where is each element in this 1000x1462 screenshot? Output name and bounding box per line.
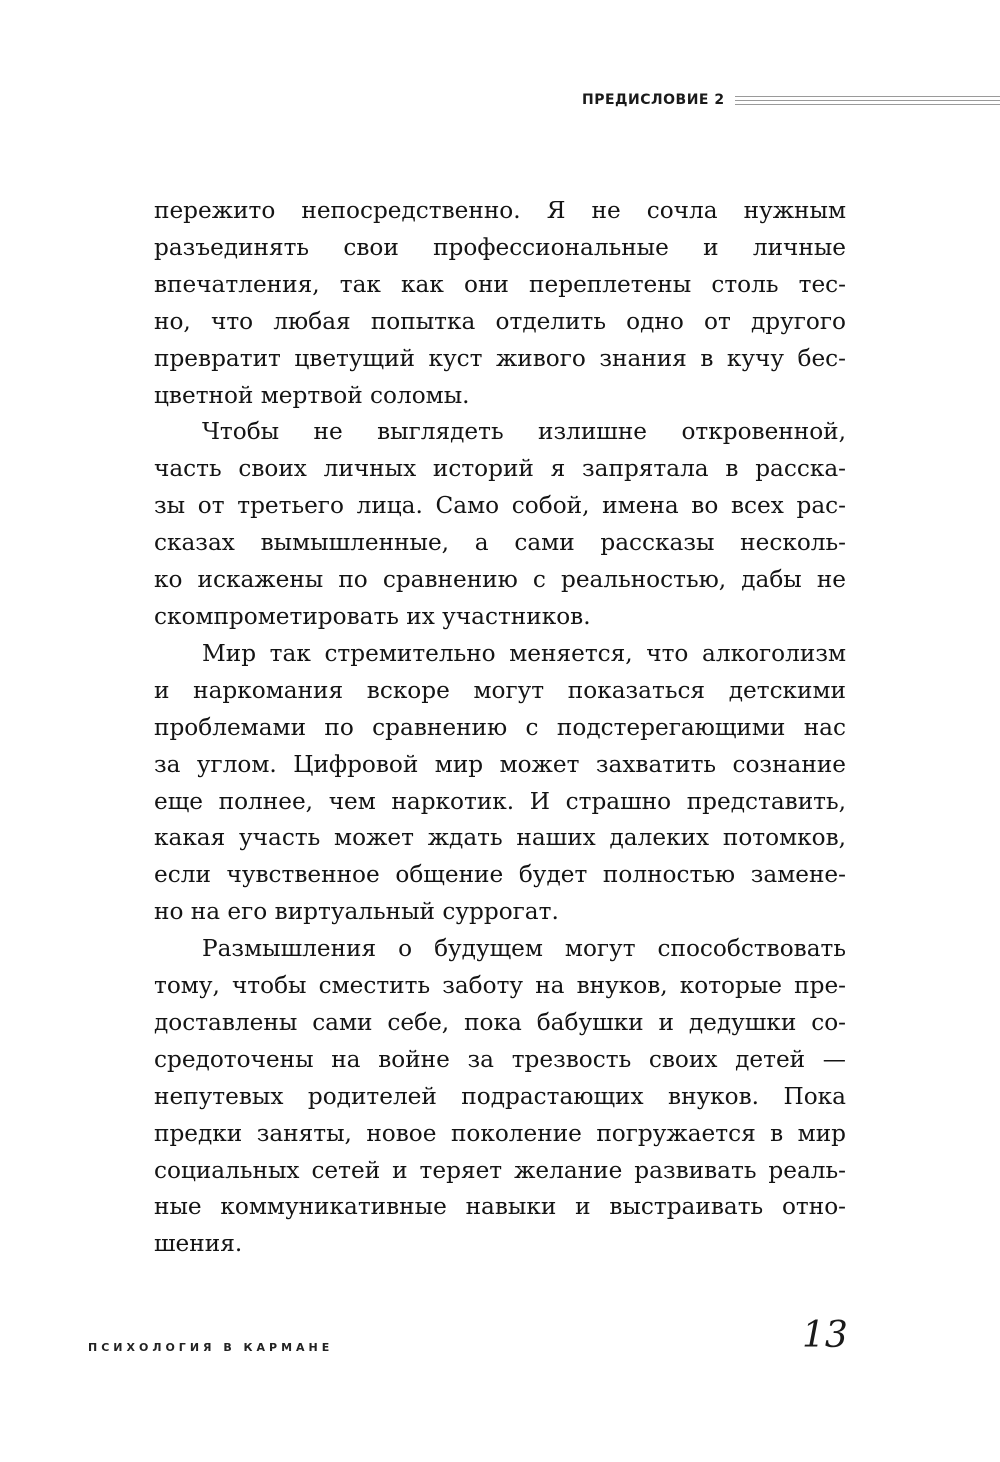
text-line: ные коммуникативные навыки и выстраивать отно- [154, 1193, 846, 1221]
text-line: если чувственное общение будет полностью замене- [154, 861, 846, 889]
text-line: какая участь может ждать наших далеких потомков, [154, 824, 846, 852]
paragraph-1 [154, 193, 846, 414]
text-line: доставлены сами себе, пока бабушки и дедушки со- [154, 1008, 846, 1036]
text-line: за углом. Цифровой мир может захватить сознание [154, 750, 846, 778]
text-line: скомпрометировать их участников. [154, 602, 591, 630]
text-line: но, что любая попытка отделить одно от другого [154, 307, 846, 335]
text-line: социальных сетей и теряет желание развивать реаль- [154, 1156, 846, 1184]
text-line: но на его виртуальный суррогат. [154, 898, 559, 926]
text-line: пережито непосредственно. Я не сочла нужным [154, 197, 846, 224]
text-line: средоточены на войне за трезвость своих детей — [154, 1045, 846, 1073]
text-line: непутевых родителей подрастающих внуков. Пока [154, 1082, 846, 1110]
paragraph-4 [154, 931, 846, 1263]
text-line: впечатления, так как они переплетены столь тес- [154, 270, 846, 298]
page-number: 13 [802, 1315, 848, 1356]
text-line: разъединять свои профессиональные и личные [154, 233, 846, 261]
text-line: зы от третьего лица. Само собой, имена во всех рас- [154, 492, 846, 520]
text-line: сказах вымышленные, а сами рассказы несколь- [154, 529, 846, 557]
running-header-title: ПРЕДИСЛОВИЕ 2 [582, 92, 725, 108]
paragraph-2 [154, 414, 846, 635]
running-header [582, 88, 1000, 112]
paragraph-3 [154, 636, 846, 931]
text-line: цветной мертвой соломы. [154, 381, 470, 409]
text-line: Чтобы не выглядеть излишне откровенной, [202, 418, 846, 446]
text-line: Мир так стремительно меняется, что алкоголизм [202, 639, 846, 667]
body-text [154, 193, 846, 1263]
text-line: Размышления о будущем могут способствовать [202, 935, 846, 963]
text-line: тому, чтобы сместить заботу на внуков, которые пре- [154, 972, 846, 1000]
text-line: еще полнее, чем наркотик. И страшно представить, [154, 787, 846, 815]
footer-book-title: ПСИХОЛОГИЯ В КАРМАНЕ [88, 1341, 334, 1354]
text-line: предки заняты, новое поколение погружается в мир [154, 1119, 846, 1147]
text-line: превратит цветущий куст живого знания в кучу бес- [154, 344, 846, 372]
text-line: часть своих личных историй я запрятала в расска- [154, 455, 846, 483]
text-line: и наркомания вскоре могут показаться детскими [154, 676, 846, 704]
text-line: ко искажены по сравнению с реальностью, дабы не [154, 566, 846, 594]
text-line: шения. [154, 1230, 243, 1258]
text-line: проблемами по сравнению с подстерегающими нас [154, 713, 846, 741]
running-header-rule [735, 96, 1000, 105]
